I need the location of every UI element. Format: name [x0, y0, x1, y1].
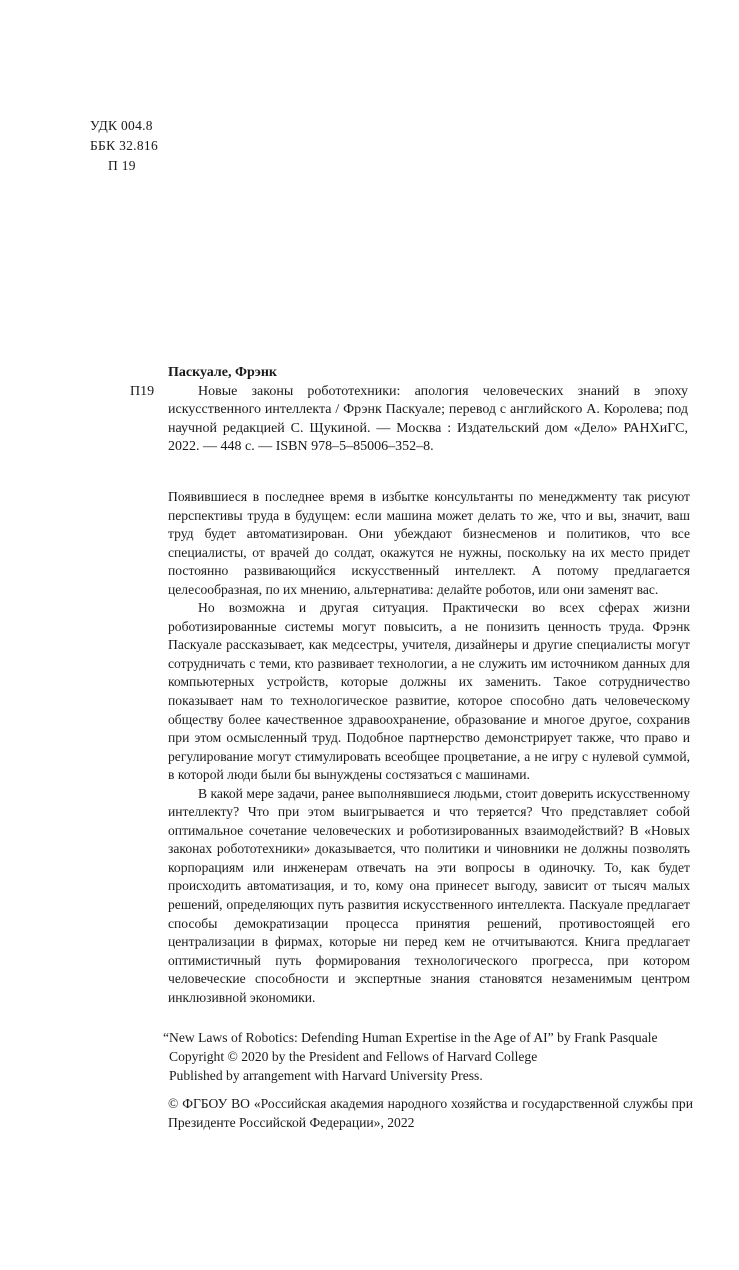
author-mark: П19	[130, 383, 155, 399]
author-mark-code: П 19	[108, 158, 136, 173]
classification-codes	[90, 116, 158, 176]
original-title-line: “New Laws of Robotics: Defending Human Expertise in the Age of AI” by Frank Pasquale	[163, 1030, 658, 1045]
bibliographic-description: Новые законы робототехники: апология человеческих знаний в эпоху искусственного интеллекта / Фрэнк Паскуале; перевод с английского А. Королева; под научной редакцией С. Щукиной. — Москва : Издательский дом «Дело» РАНХиГС, 2022. — 448 с. — ISBN 978–5–85006–352–8.	[168, 383, 688, 455]
book-author: Паскуале, Фрэнк	[168, 365, 277, 380]
udk-code: УДК 004.8	[90, 118, 153, 133]
bibliographic-record	[130, 364, 688, 457]
abstract-paragraph: В какой мере задачи, ранее выполнявшиеся людьми, стоит доверить искусственному интеллекту? Что при этом выигрывается и что теряется? Что представляет собой оптимальное сочетание человеческих и роботизированных взаимодействий? В «Новых законах робототехники» доказывается, что политики и чиновники не должны позволять корпорациям или инженерам отвечать на эти вопросы в одиночку. То, как будет происходить автоматизация, и то, кому она принесет выгоду, зависит от тысяч малых решений, определяющих путь развития искусственного интеллекта. Паскуале предлагает способы демократизации процесса принятия решений, противостоящей его централизации в фирмах, которые ни перед кем не отчитываются. Книга предлагает оптимистичный путь формирования технологического прогресса, при котором человеческие способности и экспертные знания становятся незаменимым центром инклюзивной экономики.	[168, 785, 690, 1005]
abstract-paragraph: Но возможна и другая ситуация. Практически во всех сферах жизни роботизированные системы могут повысить, а не понизить ценность труда. Фрэнк Паскуале рассказывает, как медсестры, учителя, дизайнеры и другие специалисты могут сотрудничать с теми, кто развивает технологии, а не служить им источником данных для компьютерных устройств, которые должны их заменить. Такое сотрудничество показывает нам то технологическое развитие, которое способно дать человеческому обществу более качественное здравоохранение, образование и многое другое, сохранив при этом осмысленный труд. Подобное партнерство демонстрирует также, что право и регулирование могут стимулировать всеобщее процветание, а не игру с нулевой суммой, в которой люди были бы вынуждены состязаться с машинами.	[168, 600, 690, 783]
book-abstract	[168, 488, 690, 1007]
copyright-block	[163, 1028, 693, 1132]
spacer	[163, 1085, 693, 1094]
bbk-code: ББК 32.816	[90, 138, 159, 153]
abstract-paragraph: Появившиеся в последнее время в избытке консультанты по менеджменту так рисуют перспективы труда в будущем: если машина может делать то же, что и вы, значит, ваш труд будет автоматизирован. Они убеждают бизнесменов и политиков, что все специалисты, от врачей до солдат, окажутся не нужны, поскольку на их место придет постоянно развивающийся искусственный интеллект. А потому предлагается целесообразная, по их мнению, альтернатива: делайте роботов, или они заменят вас.	[168, 489, 690, 597]
original-copyright-line: Copyright © 2020 by the President and Fellows of Harvard College	[169, 1049, 538, 1064]
arrangement-line: Published by arrangement with Harvard University Press.	[169, 1068, 483, 1083]
russian-copyright-line: © ФГБОУ ВО «Российская академия народного хозяйства и государственной службы при Президенте Российской Федерации», 2022	[168, 1096, 693, 1130]
